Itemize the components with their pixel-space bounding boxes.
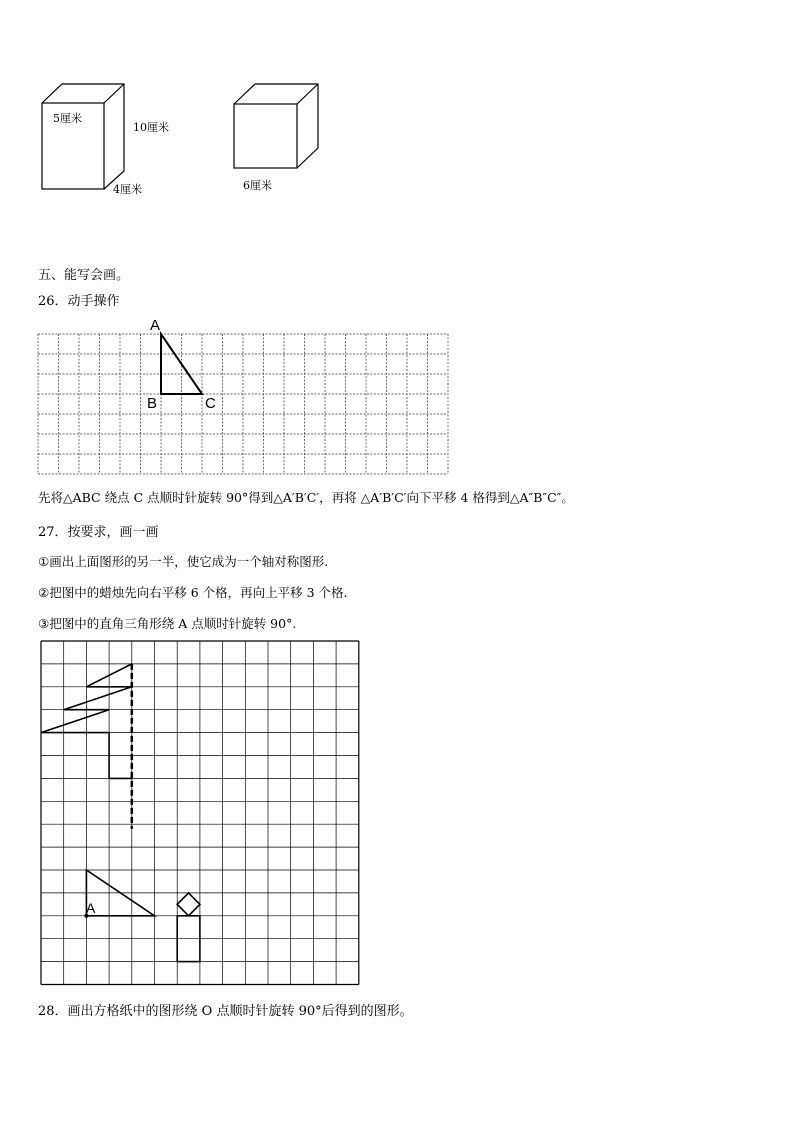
item-text: 把图中的蜡烛先向右平移 6 个格，再向上平移 3 个格. bbox=[49, 585, 348, 600]
point-c-label: C bbox=[205, 395, 216, 412]
candle-flame bbox=[177, 893, 200, 916]
cuboid-depth-label: 4厘米 bbox=[113, 183, 142, 196]
item-marker: ② bbox=[38, 585, 50, 600]
item-marker: ① bbox=[38, 554, 50, 569]
cuboid-front-label: 5厘米 bbox=[53, 112, 82, 125]
cube-edge-label: 6厘米 bbox=[243, 179, 272, 192]
item-text: 把图中的直角三角形绕 A 点顺时针旋转 90°. bbox=[49, 616, 297, 631]
q27-title: 27．按要求，画一画 bbox=[38, 525, 159, 540]
q26-title: 26．动手操作 bbox=[38, 294, 120, 309]
item-marker: ③ bbox=[38, 616, 50, 631]
point-b-label: B bbox=[147, 395, 158, 412]
point-a-label: A bbox=[150, 317, 161, 334]
q28-title: 28．画出方格纸中的图形绕 O 点顺时针旋转 90°后得到的图形。 bbox=[38, 1004, 413, 1019]
section-heading: 五、能写会画。 bbox=[38, 268, 130, 283]
item-text: 画出上面图形的另一半，使它成为一个轴对称图形. bbox=[49, 554, 329, 569]
q26-instruction: 先将△ABC 绕点 C 点顺时针旋转 90°得到△A′B′C′，再将 △A′B′C′向下平移 4 格得到△A″B″C″。 bbox=[38, 490, 574, 505]
q27-point-a-label: A bbox=[86, 900, 96, 916]
cuboid-height-label: 10厘米 bbox=[133, 121, 169, 134]
